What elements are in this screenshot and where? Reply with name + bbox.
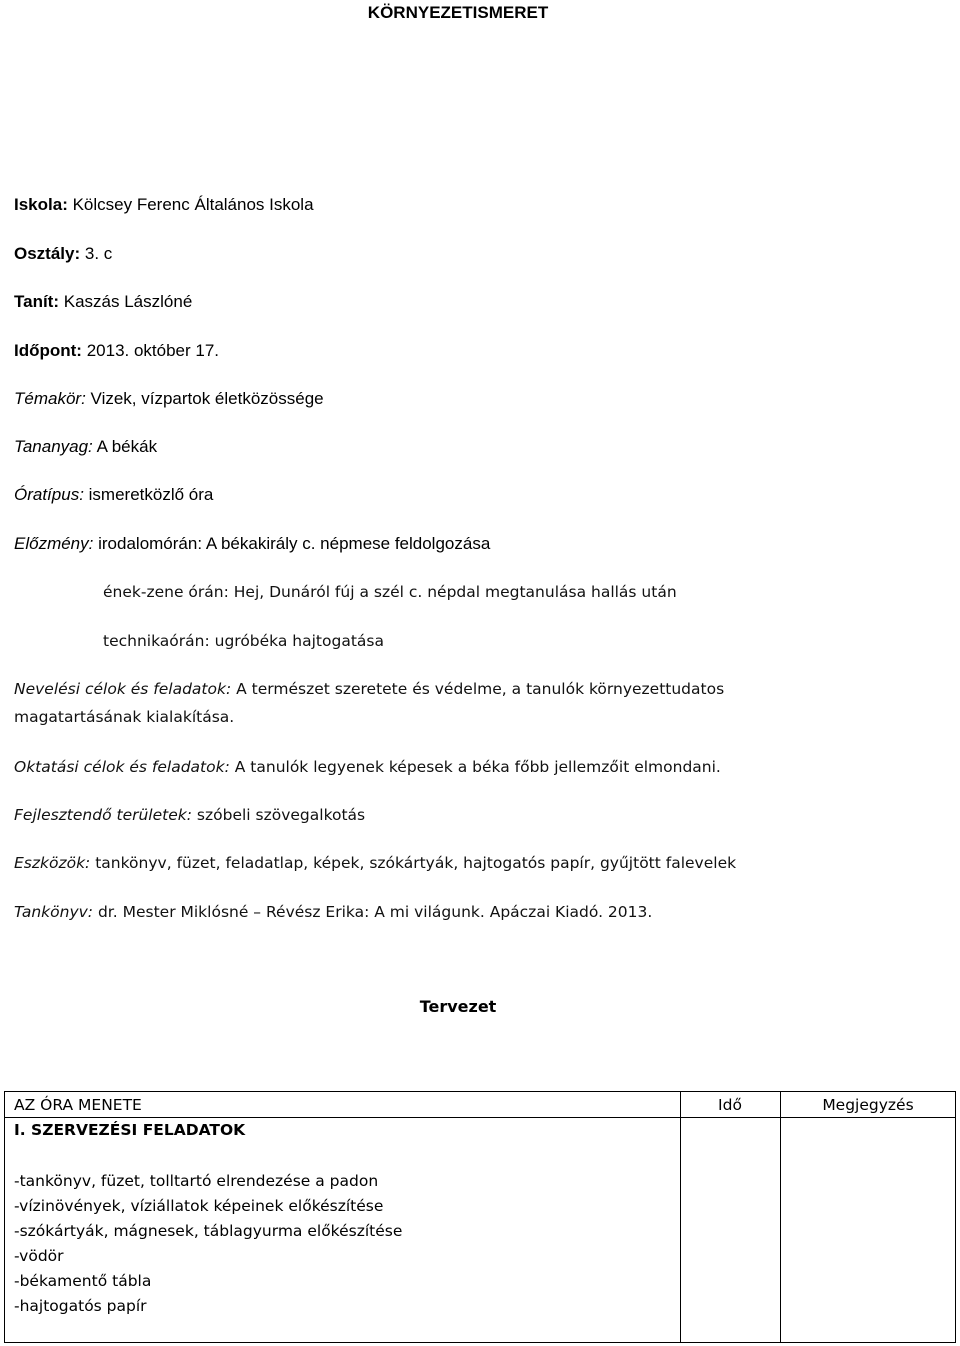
plan-heading: Tervezet <box>419 997 497 1016</box>
header-lesson-steps: AZ ÓRA MENETE <box>14 1096 142 1114</box>
document-title: KÖRNYEZETISMERET <box>367 3 549 22</box>
school-label: Iskola: <box>14 195 68 214</box>
teacher-label: Tanít: <box>14 292 60 311</box>
list-item: -békamentő tábla <box>14 1272 152 1290</box>
school-value: Kölcsey Ferenc Általános Iskola <box>72 195 314 214</box>
lesson-plan-table <box>4 1091 956 1343</box>
tools-line <box>14 852 736 874</box>
teacher-line <box>14 291 192 313</box>
topic-value: Vizek, vízpartok életközössége <box>90 389 324 408</box>
date-value: 2013. október 17. <box>86 341 220 360</box>
development-areas-label: Fejlesztendő területek: <box>14 806 192 824</box>
class-value: 3. c <box>84 244 113 263</box>
teacher-value: Kaszás Lászlóné <box>63 292 193 311</box>
lesson-type-value: ismeretközlő óra <box>88 485 214 504</box>
section-title-organizational-tasks: I. SZERVEZÉSI FELADATOK <box>14 1121 246 1139</box>
material-label: Tananyag: <box>14 437 93 456</box>
teaching-goals-value: A tanulók legyenek képesek a béka főbb jellemzőit elmondani. <box>234 758 721 776</box>
teaching-goals-line <box>14 756 721 778</box>
prerequisites-line <box>14 533 490 555</box>
textbook-value: dr. Mester Miklósné – Révész Erika: A mi világunk. Apáczai Kiadó. 2013. <box>97 903 653 921</box>
development-areas-value: szóbeli szövegalkotás <box>196 806 366 824</box>
prerequisites-line-2: ének-zene órán: Hej, Dunáról fúj a szél c. népdal megtanulása hallás után <box>103 583 677 601</box>
education-goals-label: Nevelési célok és feladatok: <box>14 680 232 698</box>
material-value: A békák <box>96 437 158 456</box>
lesson-type-label: Óratípus: <box>14 485 84 504</box>
lesson-type-line <box>14 484 213 506</box>
prerequisites-line-3: technikaórán: ugróbéka hajtogatása <box>103 632 384 650</box>
class-line <box>14 243 112 265</box>
school-line <box>14 194 314 216</box>
textbook-line <box>14 901 652 923</box>
list-item: -vödör <box>14 1247 64 1265</box>
organizational-task-list <box>14 1169 402 1319</box>
education-goals-value: A természet szeretete és védelme, a tanulók környezettudatos <box>236 680 725 698</box>
topic-label: Témakör: <box>14 389 86 408</box>
date-line <box>14 340 219 362</box>
header-notes: Megjegyzés <box>822 1096 914 1114</box>
list-item: -vízinövények, víziállatok képeinek előkészítése <box>14 1197 384 1215</box>
tools-label: Eszközök: <box>14 854 91 872</box>
education-goals-continuation: magatartásának kialakítása. <box>14 708 235 726</box>
list-item: -tankönyv, füzet, tolltartó elrendezése a padon <box>14 1172 379 1190</box>
teaching-goals-label: Oktatási célok és feladatok: <box>14 758 230 776</box>
table-column-divider <box>680 1092 681 1342</box>
table-column-divider <box>780 1092 781 1342</box>
textbook-label: Tankönyv: <box>14 903 94 921</box>
list-item: -hajtogatós papír <box>14 1297 147 1315</box>
topic-line <box>14 388 324 410</box>
tools-value: tankönyv, füzet, feladatlap, képek, szókártyák, hajtogatós papír, gyűjtött falevelek <box>95 854 737 872</box>
table-row-divider <box>5 1117 955 1118</box>
list-item: -szókártyák, mágnesek, táblagyurma előkészítése <box>14 1222 403 1240</box>
class-label: Osztály: <box>14 244 81 263</box>
header-time: Idő <box>718 1096 742 1114</box>
development-areas-line <box>14 804 365 826</box>
date-label: Időpont: <box>14 341 82 360</box>
material-line <box>14 436 157 458</box>
prerequisites-value: irodalomórán: A békakirály c. népmese feldolgozása <box>98 534 491 553</box>
prerequisites-label: Előzmény: <box>14 534 94 553</box>
education-goals-line <box>14 678 724 700</box>
